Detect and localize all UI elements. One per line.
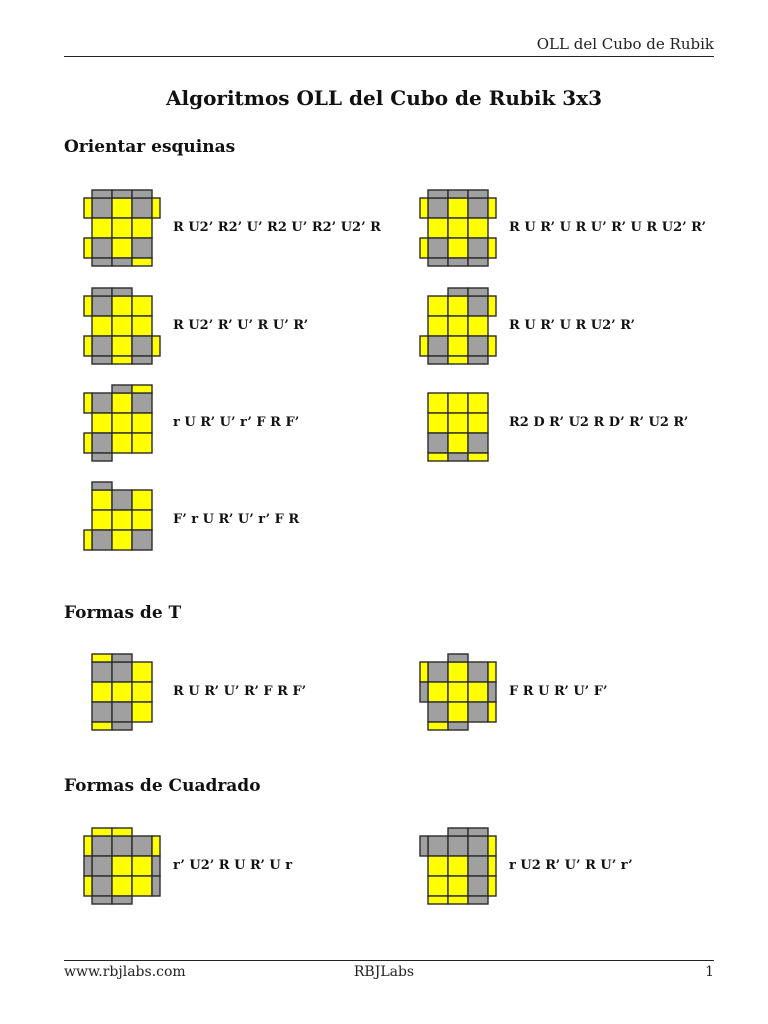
side-sticker-right — [152, 876, 160, 896]
top-face-sticker — [468, 433, 488, 453]
cube-diagram — [82, 652, 162, 732]
top-face-sticker — [428, 413, 448, 433]
side-sticker-top — [448, 190, 468, 198]
top-face-sticker — [448, 856, 468, 876]
top-face-sticker — [468, 682, 488, 702]
top-face-sticker — [132, 218, 152, 238]
side-sticker-left — [420, 238, 428, 258]
side-sticker-bottom — [468, 896, 488, 904]
top-face-sticker — [112, 490, 132, 510]
side-sticker-bottom — [468, 258, 488, 266]
top-face-sticker — [132, 682, 152, 702]
side-sticker-top — [112, 654, 132, 662]
side-sticker-bottom — [448, 896, 468, 904]
side-sticker-top — [428, 190, 448, 198]
top-face-sticker — [468, 296, 488, 316]
algorithm-text: F R U R’ U’ F’ — [509, 684, 608, 699]
side-sticker-bottom — [112, 258, 132, 266]
algorithm-text: r’ U2’ R U R’ U r — [173, 858, 293, 873]
cube-diagram — [82, 383, 162, 463]
side-sticker-top — [468, 288, 488, 296]
top-face-sticker — [132, 662, 152, 682]
side-sticker-bottom — [428, 453, 448, 461]
cube-diagram — [82, 480, 162, 560]
side-sticker-bottom — [112, 356, 132, 364]
top-face-sticker — [448, 198, 468, 218]
top-face-sticker — [448, 218, 468, 238]
top-face-sticker — [132, 316, 152, 336]
top-face-sticker — [132, 198, 152, 218]
top-face-sticker — [428, 856, 448, 876]
top-face-sticker — [448, 682, 468, 702]
top-face-sticker — [448, 702, 468, 722]
top-face-sticker — [468, 218, 488, 238]
top-face-sticker — [132, 510, 152, 530]
side-sticker-left — [84, 836, 92, 856]
top-face-sticker — [468, 662, 488, 682]
cube-diagram — [418, 188, 498, 268]
top-face-sticker — [112, 682, 132, 702]
algorithm-text: R U2’ R’ U’ R U’ R’ — [173, 318, 309, 333]
algorithm-text: R U R’ U R U’ R’ U R U2’ R’ — [509, 220, 707, 235]
cube-diagram — [418, 383, 498, 463]
top-face-sticker — [92, 856, 112, 876]
side-sticker-left — [84, 530, 92, 550]
top-face-sticker — [468, 836, 488, 856]
top-face-sticker — [132, 876, 152, 896]
top-face-sticker — [132, 336, 152, 356]
side-sticker-top — [132, 385, 152, 393]
top-face-sticker — [112, 856, 132, 876]
cube-diagram — [82, 188, 162, 268]
top-face-sticker — [132, 702, 152, 722]
section-heading-orientar-esquinas: Orientar esquinas — [64, 137, 236, 157]
side-sticker-left — [84, 393, 92, 413]
top-face-sticker — [112, 336, 132, 356]
side-sticker-right — [488, 702, 496, 722]
top-face-sticker — [468, 876, 488, 896]
footer-publisher: RBJLabs — [353, 964, 415, 980]
top-face-sticker — [428, 336, 448, 356]
side-sticker-top — [112, 385, 132, 393]
top-face-sticker — [448, 433, 468, 453]
side-sticker-right — [488, 336, 496, 356]
side-sticker-bottom — [428, 356, 448, 364]
side-sticker-top — [92, 482, 112, 490]
side-sticker-left — [84, 433, 92, 453]
section-heading-formas-de-cuadrado: Formas de Cuadrado — [64, 776, 261, 796]
algorithm-text: F’ r U R’ U’ r’ F R — [173, 512, 300, 527]
side-sticker-top — [468, 190, 488, 198]
top-face-sticker — [112, 238, 132, 258]
header-rule — [64, 56, 714, 57]
algorithm-text: R2 D R’ U2 R D’ R’ U2 R’ — [509, 415, 689, 430]
top-face-sticker — [92, 876, 112, 896]
top-face-sticker — [92, 433, 112, 453]
side-sticker-bottom — [112, 722, 132, 730]
top-face-sticker — [132, 856, 152, 876]
section-heading-formas-de-t: Formas de T — [64, 603, 182, 623]
side-sticker-top — [132, 190, 152, 198]
side-sticker-top — [92, 654, 112, 662]
top-face-sticker — [428, 433, 448, 453]
side-sticker-right — [488, 682, 496, 702]
top-face-sticker — [92, 836, 112, 856]
page-number: 1 — [705, 964, 714, 980]
top-face-sticker — [112, 702, 132, 722]
side-sticker-left — [420, 198, 428, 218]
algorithm-text: R U R’ U R U2’ R’ — [509, 318, 636, 333]
top-face-sticker — [468, 393, 488, 413]
side-sticker-bottom — [92, 258, 112, 266]
top-face-sticker — [428, 316, 448, 336]
side-sticker-left — [84, 856, 92, 876]
side-sticker-top — [448, 288, 468, 296]
top-face-sticker — [468, 238, 488, 258]
side-sticker-top — [112, 828, 132, 836]
top-face-sticker — [132, 296, 152, 316]
side-sticker-bottom — [132, 356, 152, 364]
top-face-sticker — [428, 238, 448, 258]
side-sticker-bottom — [448, 356, 468, 364]
top-face-sticker — [448, 876, 468, 896]
top-face-sticker — [448, 413, 468, 433]
side-sticker-left — [420, 336, 428, 356]
side-sticker-bottom — [92, 356, 112, 364]
top-face-sticker — [132, 393, 152, 413]
side-sticker-right — [488, 238, 496, 258]
side-sticker-top — [448, 654, 468, 662]
side-sticker-left — [84, 336, 92, 356]
top-face-sticker — [428, 198, 448, 218]
running-header: OLL del Cubo de Rubik — [536, 35, 714, 53]
top-face-sticker — [132, 413, 152, 433]
top-face-sticker — [92, 530, 112, 550]
top-face-sticker — [112, 836, 132, 856]
algorithm-text: R U R’ U’ R’ F R F’ — [173, 684, 307, 699]
top-face-sticker — [448, 238, 468, 258]
top-face-sticker — [448, 296, 468, 316]
algorithm-text: r U2 R’ U’ R U’ r’ — [509, 858, 633, 873]
top-face-sticker — [428, 876, 448, 896]
side-sticker-left — [84, 198, 92, 218]
top-face-sticker — [468, 336, 488, 356]
top-face-sticker — [112, 510, 132, 530]
side-sticker-right — [152, 856, 160, 876]
cube-diagram — [82, 826, 162, 906]
page-title: Algoritmos OLL del Cubo de Rubik 3x3 — [165, 86, 603, 110]
top-face-sticker — [92, 238, 112, 258]
top-face-sticker — [448, 836, 468, 856]
top-face-sticker — [92, 296, 112, 316]
top-face-sticker — [92, 198, 112, 218]
side-sticker-bottom — [468, 453, 488, 461]
top-face-sticker — [112, 876, 132, 896]
top-face-sticker — [448, 393, 468, 413]
side-sticker-right — [488, 876, 496, 896]
top-face-sticker — [132, 238, 152, 258]
top-face-sticker — [92, 510, 112, 530]
top-face-sticker — [112, 296, 132, 316]
top-face-sticker — [468, 198, 488, 218]
top-face-sticker — [92, 413, 112, 433]
side-sticker-bottom — [112, 896, 132, 904]
top-face-sticker — [132, 530, 152, 550]
top-face-sticker — [468, 856, 488, 876]
top-face-sticker — [428, 296, 448, 316]
side-sticker-left — [84, 296, 92, 316]
side-sticker-top — [92, 828, 112, 836]
top-face-sticker — [92, 490, 112, 510]
side-sticker-right — [488, 662, 496, 682]
side-sticker-bottom — [448, 453, 468, 461]
side-sticker-bottom — [448, 722, 468, 730]
top-face-sticker — [428, 393, 448, 413]
side-sticker-bottom — [448, 258, 468, 266]
side-sticker-left — [420, 836, 428, 856]
top-face-sticker — [92, 662, 112, 682]
top-face-sticker — [448, 316, 468, 336]
side-sticker-right — [488, 296, 496, 316]
side-sticker-right — [152, 336, 160, 356]
side-sticker-bottom — [428, 258, 448, 266]
cube-diagram — [418, 286, 498, 366]
side-sticker-bottom — [468, 356, 488, 364]
side-sticker-left — [420, 662, 428, 682]
side-sticker-top — [92, 288, 112, 296]
top-face-sticker — [428, 682, 448, 702]
footer-rule — [64, 960, 714, 961]
top-face-sticker — [132, 836, 152, 856]
top-face-sticker — [112, 218, 132, 238]
cube-diagram — [82, 286, 162, 366]
side-sticker-top — [112, 190, 132, 198]
side-sticker-bottom — [428, 722, 448, 730]
top-face-sticker — [112, 198, 132, 218]
side-sticker-top — [112, 288, 132, 296]
side-sticker-top — [92, 190, 112, 198]
side-sticker-right — [488, 836, 496, 856]
top-face-sticker — [132, 490, 152, 510]
side-sticker-bottom — [132, 258, 152, 266]
side-sticker-bottom — [92, 896, 112, 904]
top-face-sticker — [428, 836, 448, 856]
top-face-sticker — [468, 413, 488, 433]
side-sticker-top — [448, 828, 468, 836]
top-face-sticker — [92, 702, 112, 722]
side-sticker-bottom — [92, 722, 112, 730]
top-face-sticker — [112, 662, 132, 682]
side-sticker-bottom — [428, 896, 448, 904]
side-sticker-right — [152, 836, 160, 856]
side-sticker-top — [468, 828, 488, 836]
top-face-sticker — [92, 316, 112, 336]
side-sticker-bottom — [92, 453, 112, 461]
top-face-sticker — [92, 682, 112, 702]
cube-diagram — [418, 826, 498, 906]
side-sticker-right — [152, 198, 160, 218]
side-sticker-right — [488, 856, 496, 876]
top-face-sticker — [92, 218, 112, 238]
top-face-sticker — [112, 413, 132, 433]
side-sticker-left — [420, 682, 428, 702]
side-sticker-left — [84, 876, 92, 896]
top-face-sticker — [132, 433, 152, 453]
algorithm-text: R U2’ R2’ U’ R2 U’ R2’ U2’ R — [173, 220, 381, 235]
top-face-sticker — [468, 316, 488, 336]
algorithm-text: r U R’ U’ r’ F R F’ — [173, 415, 300, 430]
top-face-sticker — [112, 393, 132, 413]
top-face-sticker — [428, 218, 448, 238]
top-face-sticker — [428, 662, 448, 682]
top-face-sticker — [448, 336, 468, 356]
cube-diagram — [418, 652, 498, 732]
footer-website-link[interactable]: www.rbjlabs.com — [64, 964, 186, 980]
side-sticker-left — [84, 238, 92, 258]
top-face-sticker — [92, 393, 112, 413]
top-face-sticker — [92, 336, 112, 356]
top-face-sticker — [112, 433, 132, 453]
top-face-sticker — [112, 316, 132, 336]
top-face-sticker — [112, 530, 132, 550]
side-sticker-right — [488, 198, 496, 218]
top-face-sticker — [428, 702, 448, 722]
top-face-sticker — [468, 702, 488, 722]
top-face-sticker — [448, 662, 468, 682]
